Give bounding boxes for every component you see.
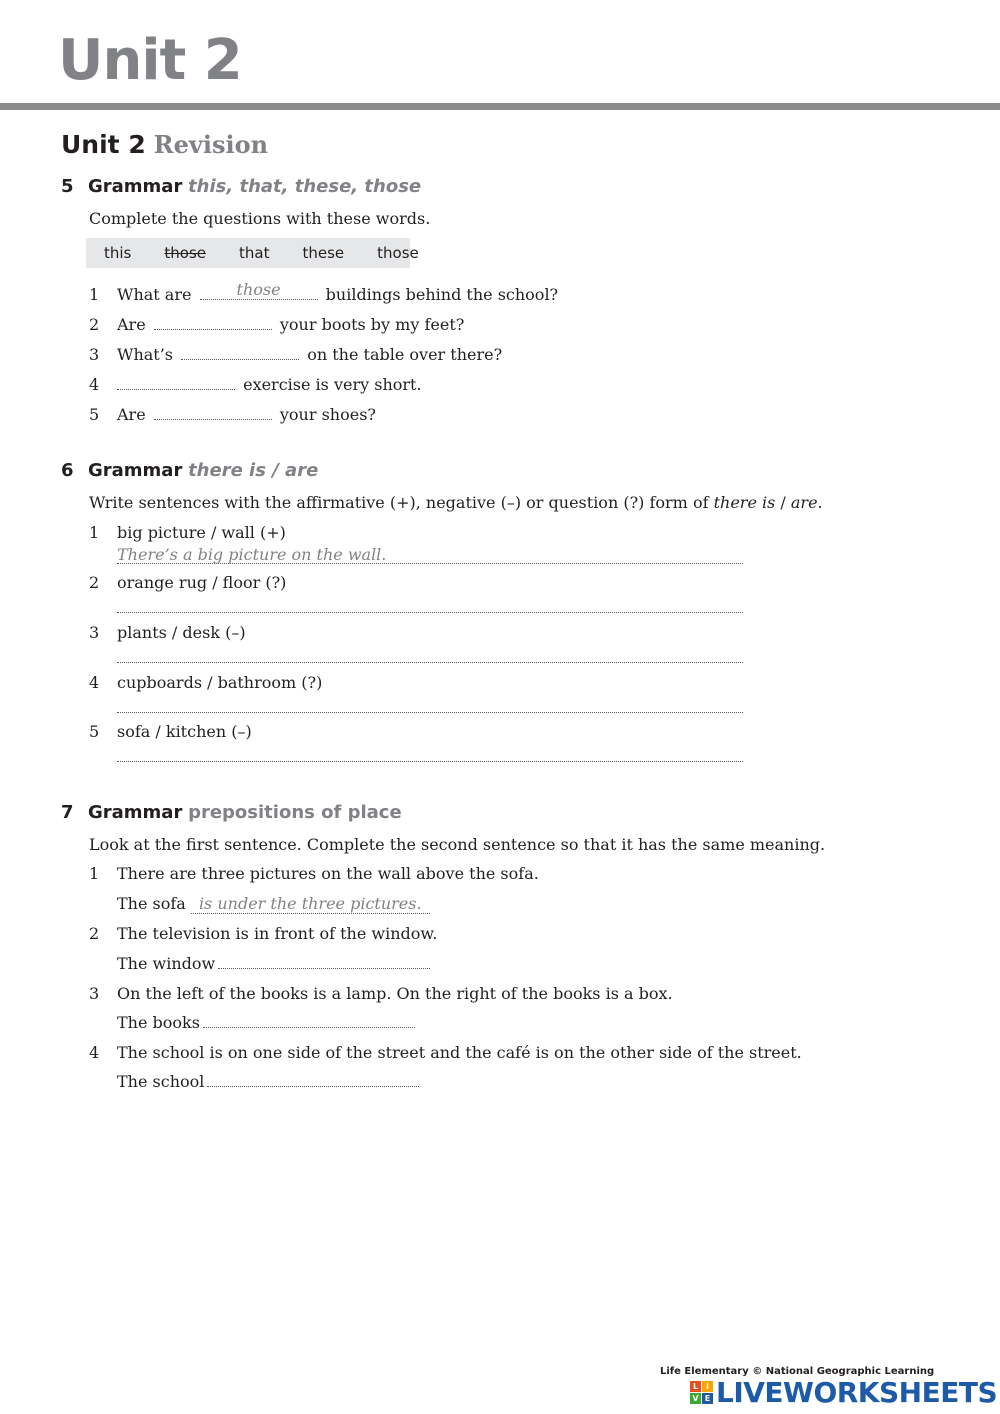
exercise-5-item [89,375,422,394]
section-5-instruction: Complete the questions with these words. [89,209,431,228]
exercise-7-sentence [89,1043,802,1062]
answer-line[interactable] [117,594,743,613]
item-number: 3 [89,984,100,1003]
rewrite-start: The window [117,954,216,973]
answer-blank[interactable] [154,315,272,330]
exercise-7-sentence [89,864,539,883]
item-sentence: The school is on one side of the street and the café is on the other side of the street. [117,1043,802,1062]
exercise-7-sentence [89,984,673,1003]
item-text-after: your boots by my feet? [279,315,465,334]
item-number: 4 [89,1043,100,1062]
answer-line[interactable] [117,694,743,713]
item-number: 2 [89,924,100,943]
answer-blank[interactable] [117,375,235,390]
exercise-5-item [89,405,376,424]
word-box-item-used: those [164,244,206,262]
exercise-5-item [89,345,502,364]
section-6-heading [61,460,318,481]
word-box-item: this [104,244,132,262]
item-number: 2 [89,315,100,334]
section-topic: there is / are [188,460,319,481]
revision-unit: Unit 2 [61,130,146,159]
item-prompt: big picture / wall (+) [117,523,286,542]
section-number: 6 [61,460,74,481]
item-prompt: plants / desk (–) [117,623,246,642]
item-text-after: your shoes? [279,405,376,424]
exercise-6-prompt [89,673,322,692]
instruction-italic: are [790,493,818,512]
exercise-7-sentence [89,924,437,943]
answer-line[interactable] [117,743,743,762]
answer-blank[interactable] [207,1072,419,1087]
section-grammar-label: Grammar [88,802,183,823]
item-number: 1 [89,523,100,542]
exercise-7-rewrite [117,954,433,973]
answer-line[interactable] [117,545,743,564]
word-box [86,238,419,268]
exercise-6-prompt [89,722,252,741]
exercise-5-item [89,315,464,334]
exercise-5-item [89,280,559,304]
item-prompt: orange rug / floor (?) [117,573,287,592]
exercise-6-prompt [89,623,246,642]
rewrite-start: The sofa [117,894,186,913]
item-number: 2 [89,573,100,592]
item-number: 5 [89,405,100,424]
item-text-before: Are [117,405,146,424]
item-number: 3 [89,345,100,364]
logo-letter: V [690,1393,701,1404]
instruction-separator: / [775,493,791,512]
answer-blank[interactable] [200,280,318,300]
item-sentence: On the left of the books is a lamp. On the right of the books is a box. [117,984,673,1003]
logo-letter: I [702,1381,713,1392]
answer-text[interactable]: is under the three pictures. [191,894,430,914]
item-text-after: exercise is very short. [243,375,422,394]
logo-text: LIVEWORKSHEETS [716,1376,998,1409]
section-7-instruction: Look at the first sentence. Complete the second sentence so that it has the same meaning. [89,835,826,854]
footer-credit: Life Elementary © National Geographic Learning [660,1366,935,1377]
item-number: 1 [89,864,100,883]
answer-line[interactable] [117,644,743,663]
item-text-after: on the table over there? [307,345,503,364]
rewrite-start: The books [117,1013,200,1032]
revision-word: Revision [153,130,269,159]
revision-heading [61,130,268,159]
answer-blank[interactable] [218,954,430,969]
item-number: 1 [89,285,100,304]
exercise-6-prompt [89,573,286,592]
rewrite-start: The school [117,1072,205,1091]
section-number: 5 [61,176,74,197]
instruction-text: Write sentences with the affirmative (+), negative (–) or question (?) form of [89,493,709,512]
word-box-item: these [302,244,345,262]
item-prompt: sofa / kitchen (–) [117,722,252,741]
logo-letter: E [702,1393,713,1404]
exercise-7-rewrite [117,1072,422,1091]
answer-blank[interactable] [154,405,272,420]
item-text-before: Are [117,315,146,334]
section-grammar-label: Grammar [88,176,183,197]
exercise-7-rewrite [117,894,430,913]
section-topic: this, that, these, those [188,176,422,197]
instruction-italic: there is [713,493,776,512]
unit-title: Unit 2 [58,28,242,93]
logo-letter: L [690,1381,701,1392]
header-rule [0,103,1000,110]
section-number: 7 [61,802,74,823]
item-sentence: The television is in front of the window. [117,924,438,943]
section-7-heading [61,802,402,823]
answer-text: There’s a big picture on the wall. [117,545,387,564]
section-topic: prepositions of place [188,802,402,823]
item-number: 5 [89,722,100,741]
item-number: 4 [89,673,100,692]
item-text-before: What are [117,285,192,304]
item-sentence: There are three pictures on the wall above the sofa. [117,864,539,883]
instruction-end: . [817,493,823,512]
item-text-after: buildings behind the school? [325,285,559,304]
section-grammar-label: Grammar [88,460,183,481]
item-number: 4 [89,375,100,394]
exercise-6-prompt [89,523,286,542]
section-5-heading [61,176,421,197]
answer-text: those [236,280,281,299]
liveworksheets-logo[interactable] [690,1376,997,1409]
word-box-item: that [238,244,270,262]
exercise-7-rewrite [117,1013,418,1032]
item-prompt: cupboards / bathroom (?) [117,673,323,692]
item-number: 3 [89,623,100,642]
logo-icon [690,1381,713,1404]
answer-blank[interactable] [203,1013,415,1028]
item-text-before: What’s [117,345,174,364]
section-6-instruction [89,493,823,512]
word-box-item: those [377,244,419,262]
answer-blank[interactable] [181,345,299,360]
